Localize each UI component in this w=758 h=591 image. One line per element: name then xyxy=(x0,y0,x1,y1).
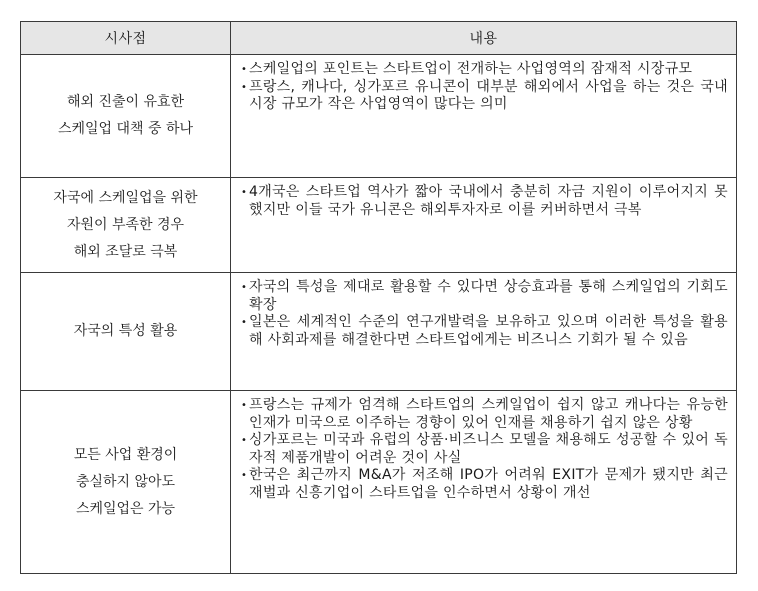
content-cell xyxy=(231,178,737,273)
implication-line: 해외 조달로 극복 xyxy=(73,243,178,260)
table-row xyxy=(21,273,737,391)
implication-line: 해외 진출이 유효한 xyxy=(66,94,185,110)
bullet-item: • 프랑스, 캐나다, 싱가포르 유니콘이 대부분 해외에서 사업을 하는 것은 국내시장 규모가 작은 사업영역이 많다는 의미 xyxy=(241,79,728,114)
bullet-list xyxy=(241,279,728,349)
bullet-list xyxy=(241,61,728,114)
implication-cell xyxy=(21,391,231,574)
implication-line: 스케일업 대책 중 하나 xyxy=(57,121,194,137)
header-implication: 시사점 xyxy=(21,22,231,55)
content-cell xyxy=(231,391,737,574)
implication-line: 모든 사업 환경이 xyxy=(73,446,178,463)
bullet-item: • 싱가포르는 미국과 유럽의 상품·비즈니스 모델을 채용해도 성공할 수 있어 독자적 제품개발이 어려운 것이 사실 xyxy=(241,432,728,467)
implication-line: 자국에 스케일업을 위한 xyxy=(53,189,198,206)
bullet-item: • 4개국은 스타트업 역사가 짧아 국내에서 충분히 자금 지원이 이루어지지 못했지만 이들 국가 유니콘은 해외투자자로 이를 커버하면서 극복 xyxy=(241,184,728,219)
bullet-list xyxy=(241,397,728,502)
implication-cell xyxy=(21,178,231,273)
implication-cell xyxy=(21,55,231,178)
implication-line: 스케일업은 가능 xyxy=(75,500,176,517)
implication-line: 자국의 특성 활용 xyxy=(73,323,178,339)
bullet-list xyxy=(241,184,728,219)
table-row xyxy=(21,55,737,178)
implication-line: 자원이 부족한 경우 xyxy=(66,216,185,233)
bullet-item: • 한국은 최근까지 M&A가 저조해 IPO가 어려워 EXIT가 문제가 됐지만 최근 재벌과 신흥기업이 스타트업을 인수하면서 상황이 개선 xyxy=(241,467,728,502)
header-row xyxy=(21,22,737,55)
bullet-item: • 스케일업의 포인트는 스타트업이 전개하는 사업영역의 잠재적 시장규모 xyxy=(241,61,728,79)
bullet-item: • 일본은 세계적인 수준의 연구개발력을 보유하고 있으며 이러한 특성을 활용해 사회과제를 해결한다면 스타트업에게는 비즈니스 기회가 될 수 있음 xyxy=(241,314,728,349)
implication-cell xyxy=(21,273,231,391)
bullet-item: • 자국의 특성을 제대로 활용할 수 있다면 상승효과를 통해 스케일업의 기회도 확장 xyxy=(241,279,728,314)
header-content: 내용 xyxy=(231,22,737,55)
bullet-item: • 프랑스는 규제가 엄격해 스타트업의 스케일업이 쉽지 않고 캐나다는 유능한 인재가 미국으로 이주하는 경향이 있어 인재를 채용하기 쉽지 않은 상황 xyxy=(241,397,728,432)
implication-line: 충실하지 않아도 xyxy=(75,473,176,490)
content-cell xyxy=(231,55,737,178)
implications-table xyxy=(20,21,737,574)
table-row xyxy=(21,391,737,574)
content-cell xyxy=(231,273,737,391)
table-row xyxy=(21,178,737,273)
